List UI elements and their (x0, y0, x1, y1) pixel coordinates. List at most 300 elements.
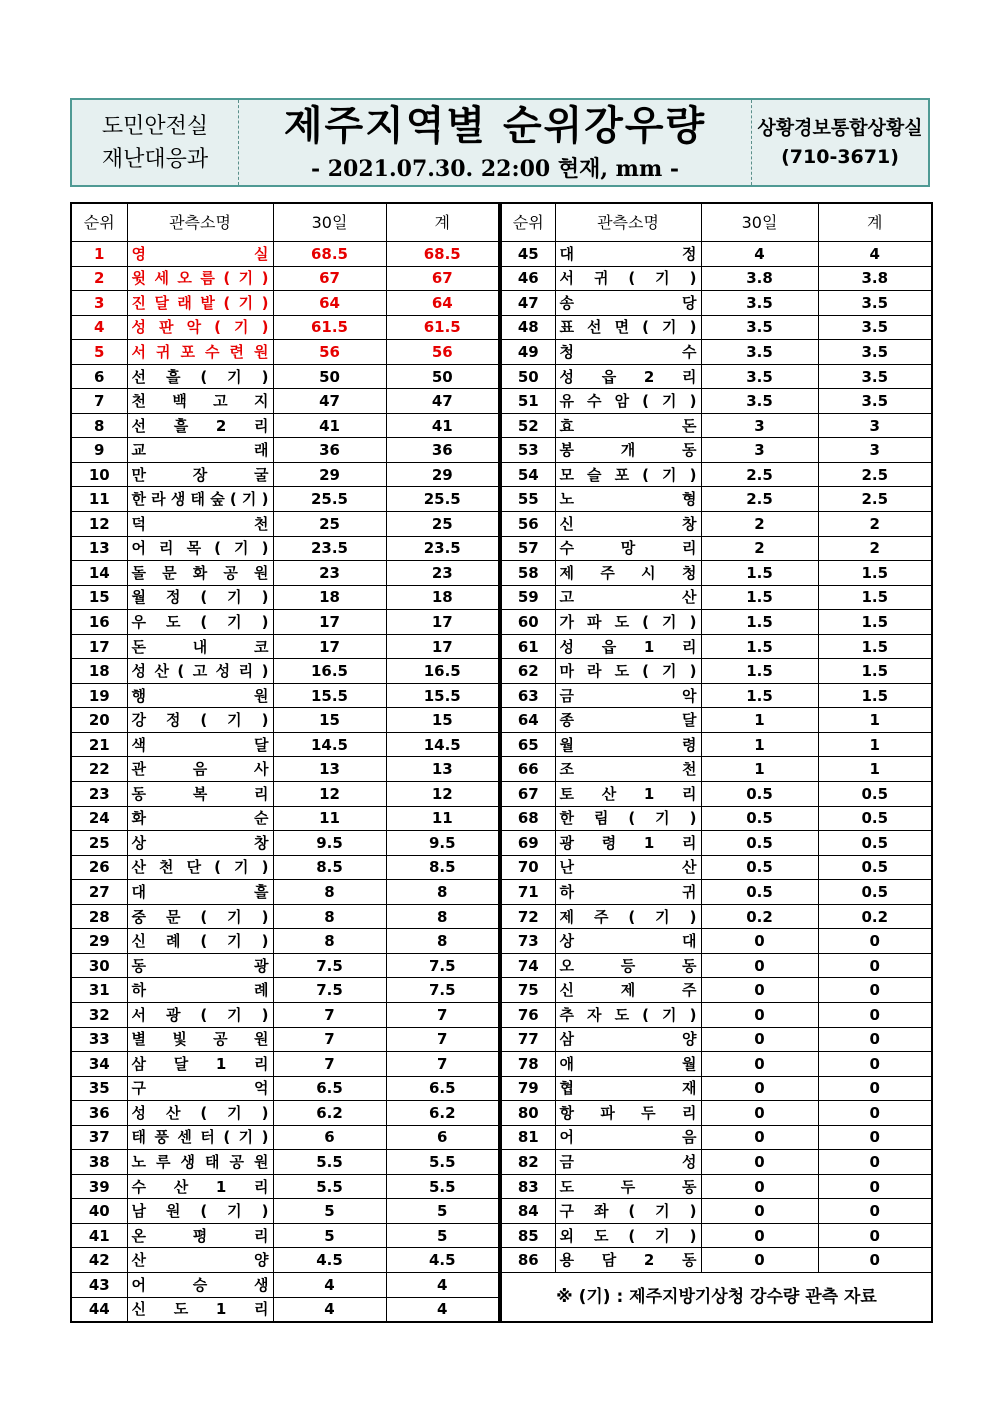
station-name-cell (127, 659, 273, 684)
total-rainfall-cell: 25.5 (386, 487, 499, 512)
rank-cell: 24 (71, 806, 127, 831)
day-rainfall-cell: 14.5 (273, 732, 386, 757)
station-name-cell (127, 266, 273, 291)
station-name-cell (555, 266, 701, 291)
station-name-cell (555, 757, 701, 782)
table-row (501, 512, 932, 537)
day-rainfall-cell: 15.5 (273, 683, 386, 708)
table-row (71, 978, 499, 1003)
station-name-text: 성 읍 1 리 (559, 637, 697, 656)
rank-cell: 27 (71, 880, 127, 905)
station-name-text: 구 억 (131, 1079, 269, 1098)
rank-cell: 84 (501, 1199, 555, 1224)
station-name-cell (555, 1223, 701, 1248)
station-name-cell (555, 1248, 701, 1273)
station-name-text: 서 광 ( 기 ) (131, 1005, 269, 1024)
total-rainfall-cell: 7.5 (386, 978, 499, 1003)
rank-cell: 41 (71, 1223, 127, 1248)
table-row (71, 855, 499, 880)
day-rainfall-cell: 1.5 (701, 610, 818, 635)
total-rainfall-cell: 3.5 (818, 315, 932, 340)
station-name-cell (127, 978, 273, 1003)
total-rainfall-cell: 50 (386, 364, 499, 389)
table-row (501, 1248, 932, 1273)
total-rainfall-cell: 6.2 (386, 1101, 499, 1126)
station-name-cell (127, 536, 273, 561)
total-rainfall-cell: 23 (386, 561, 499, 586)
day-rainfall-cell: 0.5 (701, 806, 818, 831)
rank-cell: 53 (501, 438, 555, 463)
station-name-cell (127, 732, 273, 757)
station-name-text: 신 례 ( 기 ) (131, 932, 269, 951)
station-name-cell (555, 659, 701, 684)
rank-cell: 34 (71, 1052, 127, 1077)
total-rainfall-cell: 0 (818, 953, 932, 978)
table-row (71, 536, 499, 561)
table-row (71, 1272, 499, 1297)
station-name-text: 모 슬 포 ( 기 ) (559, 465, 697, 484)
total-rainfall-cell: 23.5 (386, 536, 499, 561)
station-name-cell (127, 1002, 273, 1027)
day-rainfall-cell: 25 (273, 512, 386, 537)
table-row (71, 561, 499, 586)
day-rainfall-cell: 68.5 (273, 242, 386, 267)
station-name-text: 고 산 (559, 588, 697, 607)
table-row (71, 389, 499, 414)
station-name-cell (127, 1174, 273, 1199)
station-name-cell (127, 782, 273, 807)
total-rainfall-cell: 0 (818, 1101, 932, 1126)
total-rainfall-cell: 0.5 (818, 782, 932, 807)
total-rainfall-cell: 15 (386, 708, 499, 733)
station-name-cell (555, 315, 701, 340)
total-rainfall-cell: 5.5 (386, 1150, 499, 1175)
total-rainfall-cell: 17 (386, 610, 499, 635)
rank-cell: 61 (501, 634, 555, 659)
rainfall-table-left-body (71, 203, 499, 1322)
day-rainfall-cell: 50 (273, 364, 386, 389)
station-name-text: 한 림 ( 기 ) (559, 809, 697, 828)
day-rainfall-cell: 3.5 (701, 389, 818, 414)
total-rainfall-cell: 1.5 (818, 561, 932, 586)
contact-block (751, 100, 928, 185)
source-note: ※ (기) : 제주지방기상청 강수량 관측 자료 (501, 1272, 932, 1322)
total-rainfall-cell: 11 (386, 806, 499, 831)
station-name-cell (555, 585, 701, 610)
total-rainfall-cell: 1.5 (818, 683, 932, 708)
total-rainfall-cell: 14.5 (386, 732, 499, 757)
rank-cell: 14 (71, 561, 127, 586)
total-rainfall-cell: 9.5 (386, 831, 499, 856)
rank-cell: 43 (71, 1272, 127, 1297)
total-rainfall-cell: 0.5 (818, 806, 932, 831)
station-name-cell (127, 831, 273, 856)
total-rainfall-cell: 7 (386, 1027, 499, 1052)
station-name-text: 마 라 도 ( 기 ) (559, 662, 697, 681)
table-row (71, 364, 499, 389)
station-name-cell (555, 1101, 701, 1126)
rank-cell: 29 (71, 929, 127, 954)
rank-cell: 42 (71, 1248, 127, 1273)
day-rainfall-cell: 56 (273, 340, 386, 365)
total-rainfall-cell: 0.5 (818, 831, 932, 856)
department-block (72, 100, 239, 185)
rank-cell: 45 (501, 242, 555, 267)
table-row (501, 1002, 932, 1027)
station-name-text: 성 판 악 ( 기 ) (131, 318, 269, 337)
day-rainfall-cell: 0 (701, 929, 818, 954)
station-name-text: 수 산 1 리 (131, 1177, 269, 1196)
table-row (501, 536, 932, 561)
station-name-text: 화 순 (131, 809, 269, 828)
table-row (71, 512, 499, 537)
station-name-cell (127, 1076, 273, 1101)
total-rainfall-cell: 25 (386, 512, 499, 537)
station-name-text: 가 파 도 ( 기 ) (559, 612, 697, 631)
table-row (71, 413, 499, 438)
table-row (501, 659, 932, 684)
rank-cell: 16 (71, 610, 127, 635)
day-rainfall-cell: 41 (273, 413, 386, 438)
department-line-2: 재난대응과 (101, 146, 209, 172)
total-rainfall-cell: 0 (818, 1199, 932, 1224)
table-row (501, 561, 932, 586)
table-header-row (501, 203, 932, 242)
station-name-text: 별 빛 공 원 (131, 1030, 269, 1049)
station-name-text: 산 양 (131, 1251, 269, 1270)
day-rainfall-cell: 11 (273, 806, 386, 831)
station-name-text: 금 성 (559, 1153, 697, 1171)
table-row (501, 782, 932, 807)
station-name-text: 제 주 ( 기 ) (559, 907, 697, 926)
rank-cell: 83 (501, 1174, 555, 1199)
station-name-cell (127, 1150, 273, 1175)
table-row (71, 757, 499, 782)
station-name-text: 외 도 ( 기 ) (559, 1226, 697, 1245)
station-name-text: 구 좌 ( 기 ) (559, 1202, 697, 1221)
station-name-text: 우 도 ( 기 ) (131, 612, 269, 631)
total-rainfall-cell: 4 (386, 1297, 499, 1322)
station-name-cell (127, 340, 273, 365)
day-rainfall-cell: 8 (273, 929, 386, 954)
rank-cell: 18 (71, 659, 127, 684)
total-rainfall-cell: 4.5 (386, 1248, 499, 1273)
total-rainfall-cell: 16.5 (386, 659, 499, 684)
table-row (501, 291, 932, 316)
day-rainfall-cell: 5 (273, 1223, 386, 1248)
day-rainfall-cell: 23 (273, 561, 386, 586)
day-rainfall-cell: 3.5 (701, 315, 818, 340)
station-name-cell (127, 708, 273, 733)
rank-cell: 22 (71, 757, 127, 782)
day-rainfall-cell: 3.8 (701, 266, 818, 291)
note-row (501, 1272, 932, 1322)
rank-cell: 11 (71, 487, 127, 512)
table-row (501, 1199, 932, 1224)
report-title: 제주지역별 순위강우량 (283, 103, 707, 149)
total-rainfall-cell: 0 (818, 929, 932, 954)
table-row (501, 1101, 932, 1126)
station-name-text: 신 창 (559, 514, 697, 533)
total-rainfall-cell: 3 (818, 413, 932, 438)
total-rainfall-cell: 5 (386, 1199, 499, 1224)
day-rainfall-cell: 17 (273, 634, 386, 659)
station-name-text: 상 창 (131, 833, 269, 852)
rainfall-table-left (70, 202, 500, 1323)
rank-cell: 63 (501, 683, 555, 708)
table-row (71, 242, 499, 267)
rank-cell: 79 (501, 1076, 555, 1101)
rank-cell: 57 (501, 536, 555, 561)
total-rainfall-cell: 0 (818, 1076, 932, 1101)
rank-cell: 71 (501, 880, 555, 905)
day-rainfall-cell: 0 (701, 1248, 818, 1273)
station-name-text: 동 복 리 (131, 784, 269, 803)
station-name-text: 월 령 (559, 735, 697, 754)
contact-phone: (710-3671) (781, 145, 899, 168)
day-rainfall-cell: 17 (273, 610, 386, 635)
rank-cell: 62 (501, 659, 555, 684)
station-name-text: 색 달 (131, 735, 269, 754)
rank-cell: 2 (71, 266, 127, 291)
total-rainfall-cell: 1.5 (818, 610, 932, 635)
day-rainfall-cell: 6.2 (273, 1101, 386, 1126)
station-name-text: 청 수 (559, 342, 697, 361)
station-name-cell (555, 953, 701, 978)
station-name-cell (555, 536, 701, 561)
table-row (501, 806, 932, 831)
total-rainfall-cell: 6.5 (386, 1076, 499, 1101)
rank-cell: 66 (501, 757, 555, 782)
table-row (71, 610, 499, 635)
col-total-header: 계 (386, 203, 499, 242)
station-name-cell (555, 806, 701, 831)
station-name-cell (127, 1027, 273, 1052)
day-rainfall-cell: 1.5 (701, 634, 818, 659)
station-name-cell (555, 413, 701, 438)
table-row (71, 585, 499, 610)
day-rainfall-cell: 64 (273, 291, 386, 316)
total-rainfall-cell: 61.5 (386, 315, 499, 340)
day-rainfall-cell: 9.5 (273, 831, 386, 856)
station-name-text: 노 루 생 태 공 원 (131, 1153, 269, 1171)
station-name-text: 행 원 (131, 686, 269, 705)
station-name-text: 교 래 (131, 441, 269, 460)
station-name-text: 종 달 (559, 711, 697, 730)
station-name-text: 천 백 고 지 (131, 392, 269, 411)
day-rainfall-cell: 0.5 (701, 855, 818, 880)
station-name-text: 산 천 단 ( 기 ) (131, 858, 269, 877)
total-rainfall-cell: 15.5 (386, 683, 499, 708)
day-rainfall-cell: 6 (273, 1125, 386, 1150)
total-rainfall-cell: 1 (818, 708, 932, 733)
day-rainfall-cell: 0 (701, 1223, 818, 1248)
station-name-cell (555, 880, 701, 905)
table-row (501, 1174, 932, 1199)
total-rainfall-cell: 29 (386, 462, 499, 487)
day-rainfall-cell: 0 (701, 1002, 818, 1027)
table-row (501, 315, 932, 340)
station-name-cell (127, 757, 273, 782)
total-rainfall-cell: 13 (386, 757, 499, 782)
day-rainfall-cell: 0 (701, 1101, 818, 1126)
day-rainfall-cell: 47 (273, 389, 386, 414)
table-row (501, 438, 932, 463)
station-name-text: 돌 문 화 공 원 (131, 563, 269, 582)
station-name-text: 토 산 1 리 (559, 784, 697, 803)
station-name-cell (555, 487, 701, 512)
rank-cell: 10 (71, 462, 127, 487)
station-name-text: 삼 양 (559, 1030, 697, 1049)
total-rainfall-cell: 68.5 (386, 242, 499, 267)
rank-cell: 15 (71, 585, 127, 610)
table-row (501, 585, 932, 610)
rank-cell: 19 (71, 683, 127, 708)
station-name-cell (127, 561, 273, 586)
day-rainfall-cell: 67 (273, 266, 386, 291)
total-rainfall-cell: 3.8 (818, 266, 932, 291)
station-name-text: 삼 달 1 리 (131, 1054, 269, 1073)
station-name-cell (127, 1101, 273, 1126)
table-row (501, 1076, 932, 1101)
table-row (71, 1248, 499, 1273)
day-rainfall-cell: 1 (701, 757, 818, 782)
station-name-cell (127, 904, 273, 929)
station-name-text: 금 악 (559, 686, 697, 705)
station-name-cell (555, 364, 701, 389)
station-name-cell (555, 1125, 701, 1150)
table-row (501, 242, 932, 267)
day-rainfall-cell: 0.2 (701, 904, 818, 929)
col-day-header: 30일 (701, 203, 818, 242)
total-rainfall-cell: 8.5 (386, 855, 499, 880)
table-row (71, 1052, 499, 1077)
station-name-cell (555, 1052, 701, 1077)
station-name-cell (127, 242, 273, 267)
total-rainfall-cell: 17 (386, 634, 499, 659)
rank-cell: 48 (501, 315, 555, 340)
total-rainfall-cell: 41 (386, 413, 499, 438)
table-row (71, 487, 499, 512)
rank-cell: 52 (501, 413, 555, 438)
station-name-text: 조 천 (559, 760, 697, 779)
rank-cell: 75 (501, 978, 555, 1003)
total-rainfall-cell: 36 (386, 438, 499, 463)
table-row (501, 340, 932, 365)
station-name-text: 관 음 사 (131, 760, 269, 779)
total-rainfall-cell: 4 (386, 1272, 499, 1297)
day-rainfall-cell: 0 (701, 1150, 818, 1175)
day-rainfall-cell: 2.5 (701, 487, 818, 512)
table-row (71, 708, 499, 733)
station-name-cell (127, 1125, 273, 1150)
station-name-cell (127, 364, 273, 389)
table-row (71, 340, 499, 365)
day-rainfall-cell: 0 (701, 1027, 818, 1052)
table-row (71, 929, 499, 954)
rank-cell: 4 (71, 315, 127, 340)
station-name-text: 대 흘 (131, 882, 269, 901)
station-name-cell (555, 904, 701, 929)
station-name-cell (555, 291, 701, 316)
day-rainfall-cell: 0 (701, 1199, 818, 1224)
day-rainfall-cell: 1.5 (701, 561, 818, 586)
rank-cell: 58 (501, 561, 555, 586)
station-name-text: 온 평 리 (131, 1226, 269, 1245)
rank-cell: 23 (71, 782, 127, 807)
rank-cell: 17 (71, 634, 127, 659)
day-rainfall-cell: 23.5 (273, 536, 386, 561)
table-row (501, 929, 932, 954)
rank-cell: 39 (71, 1174, 127, 1199)
total-rainfall-cell: 3.5 (818, 364, 932, 389)
total-rainfall-cell: 1.5 (818, 585, 932, 610)
day-rainfall-cell: 1.5 (701, 659, 818, 684)
day-rainfall-cell: 7.5 (273, 978, 386, 1003)
station-name-cell (127, 512, 273, 537)
table-row (71, 438, 499, 463)
day-rainfall-cell: 1 (701, 732, 818, 757)
day-rainfall-cell: 0.5 (701, 880, 818, 905)
total-rainfall-cell: 47 (386, 389, 499, 414)
table-row (501, 978, 932, 1003)
station-name-text: 성 산 ( 고 성 리 ) (131, 662, 269, 681)
station-name-cell (127, 438, 273, 463)
station-name-cell (127, 610, 273, 635)
table-row (71, 1076, 499, 1101)
table-row (71, 462, 499, 487)
rank-cell: 82 (501, 1150, 555, 1175)
station-name-cell (127, 953, 273, 978)
day-rainfall-cell: 29 (273, 462, 386, 487)
total-rainfall-cell: 3.5 (818, 291, 932, 316)
col-total-header: 계 (818, 203, 932, 242)
rank-cell: 51 (501, 389, 555, 414)
rainfall-table-right (500, 202, 933, 1323)
day-rainfall-cell: 2 (701, 536, 818, 561)
rank-cell: 70 (501, 855, 555, 880)
table-row (71, 880, 499, 905)
station-name-cell (127, 929, 273, 954)
station-name-cell (555, 561, 701, 586)
table-row (71, 634, 499, 659)
total-rainfall-cell: 0.2 (818, 904, 932, 929)
station-name-text: 남 원 ( 기 ) (131, 1202, 269, 1221)
rank-cell: 46 (501, 266, 555, 291)
table-row (501, 364, 932, 389)
total-rainfall-cell: 0 (818, 978, 932, 1003)
total-rainfall-cell: 0.5 (818, 880, 932, 905)
station-name-text: 성 산 ( 기 ) (131, 1103, 269, 1122)
station-name-text: 광 령 1 리 (559, 833, 697, 852)
station-name-cell (127, 1297, 273, 1322)
table-row (501, 610, 932, 635)
table-row (501, 1223, 932, 1248)
station-name-cell (555, 389, 701, 414)
rank-cell: 81 (501, 1125, 555, 1150)
rank-cell: 68 (501, 806, 555, 831)
total-rainfall-cell: 1 (818, 757, 932, 782)
col-station-header: 관측소명 (127, 203, 273, 242)
station-name-text: 윗 세 오 름 ( 기 ) (131, 269, 269, 288)
station-name-text: 월 정 ( 기 ) (131, 588, 269, 607)
station-name-cell (127, 806, 273, 831)
station-name-text: 만 장 굴 (131, 465, 269, 484)
rank-cell: 30 (71, 953, 127, 978)
day-rainfall-cell: 15 (273, 708, 386, 733)
station-name-cell (127, 1272, 273, 1297)
table-row (71, 831, 499, 856)
